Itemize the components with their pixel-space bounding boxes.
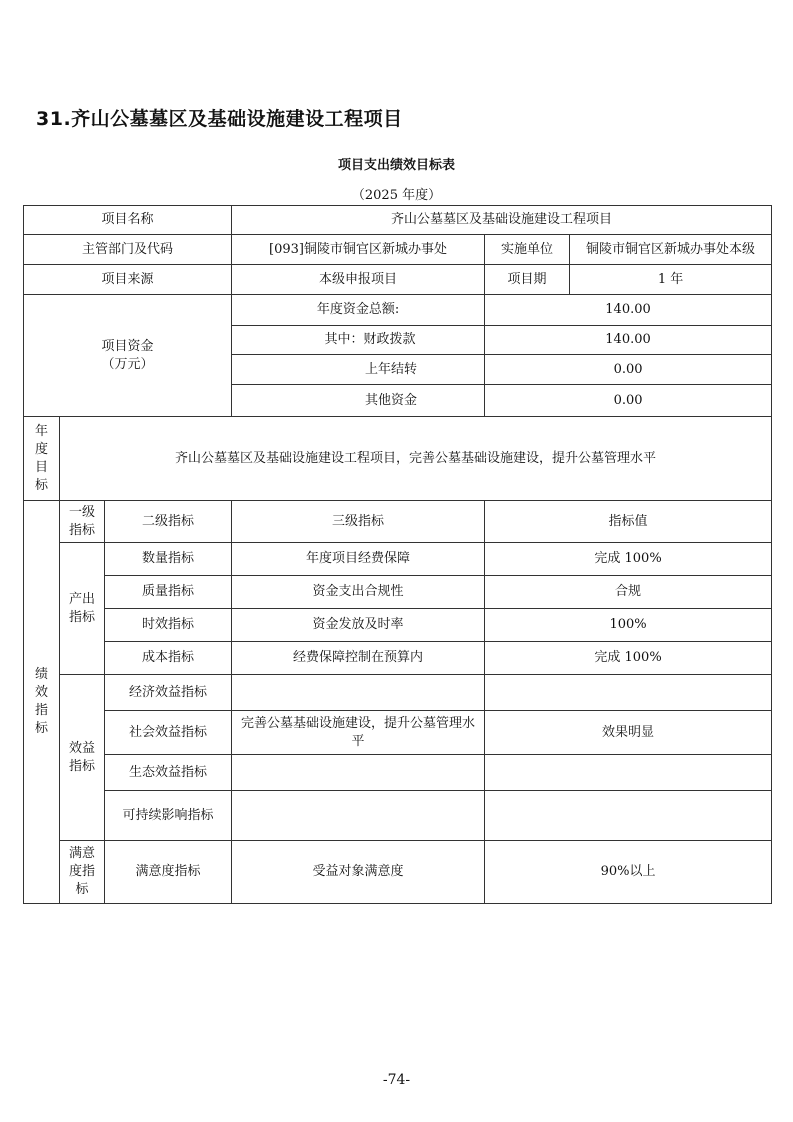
level3-cell: 经费保障控制在预算内 [232, 642, 485, 675]
funds-total-label: 年度资金总额: [232, 295, 485, 326]
level2-cell: 社会效益指标 [105, 711, 232, 755]
value-cell: 完成 100% [485, 543, 772, 576]
value-cell [485, 675, 772, 711]
satisfaction-indicator-label: 满意 度指 标 [60, 841, 105, 904]
source-value: 本级申报项目 [232, 265, 485, 295]
value-cell: 90%以上 [485, 841, 772, 904]
benefit-indicator-label: 效益 指标 [60, 675, 105, 841]
funds-fiscal-label: 其中：财政拨款 [232, 326, 485, 355]
implementing-unit-value: 铜陵市铜官区新城办事处本级 [570, 235, 772, 265]
level3-cell [232, 755, 485, 791]
indicator-header-row [24, 501, 772, 543]
value-header: 指标值 [485, 501, 772, 543]
table-row [24, 675, 772, 711]
performance-table [23, 205, 772, 904]
level3-cell: 完善公墓基础设施建设，提升公墓管理水平 [232, 711, 485, 755]
table-row [24, 576, 772, 609]
page-number: -74- [382, 1072, 411, 1088]
project-name-label: 项目名称 [24, 206, 232, 235]
funds-fiscal-value: 140.00 [485, 326, 772, 355]
funds-other-label: 其他资金 [232, 385, 485, 417]
value-cell: 完成 100% [485, 642, 772, 675]
value-cell: 效果明显 [485, 711, 772, 755]
level1-header: 一级 指标 [60, 501, 105, 543]
level3-cell: 年度项目经费保障 [232, 543, 485, 576]
table-title: 项目支出绩效目标表 [337, 158, 455, 173]
level3-header: 三级指标 [232, 501, 485, 543]
level2-cell: 满意度指标 [105, 841, 232, 904]
period-value: 1 年 [570, 265, 772, 295]
department-value: [093]铜陵市铜官区新城办事处 [232, 235, 485, 265]
level2-cell: 经济效益指标 [105, 675, 232, 711]
funds-other-value: 0.00 [485, 385, 772, 417]
implementing-unit-label: 实施单位 [485, 235, 570, 265]
funds-label [24, 295, 232, 417]
value-cell [485, 791, 772, 841]
project-name-row [24, 206, 772, 235]
table-row [24, 711, 772, 755]
value-cell: 合规 [485, 576, 772, 609]
satisfaction-row [24, 841, 772, 904]
level3-cell: 受益对象满意度 [232, 841, 485, 904]
funds-total-row [24, 295, 772, 326]
table-row [24, 791, 772, 841]
table-row [24, 642, 772, 675]
table-row [24, 543, 772, 576]
source-row [24, 265, 772, 295]
annual-goal-row [24, 417, 772, 501]
project-name-value: 齐山公墓墓区及基础设施建设工程项目 [232, 206, 772, 235]
period-label: 项目期 [485, 265, 570, 295]
level2-cell: 时效指标 [105, 609, 232, 642]
department-label: 主管部门及代码 [24, 235, 232, 265]
level3-cell: 资金发放及时率 [232, 609, 485, 642]
level3-cell [232, 791, 485, 841]
table-row [24, 755, 772, 791]
annual-goal-text: 齐山公墓墓区及基础设施建设工程项目，完善公墓基础设施建设，提升公墓管理水平 [60, 417, 772, 501]
funds-total-value: 140.00 [485, 295, 772, 326]
funds-label-line2: （万元） [101, 356, 154, 372]
source-label: 项目来源 [24, 265, 232, 295]
value-cell [485, 755, 772, 791]
fiscal-year: （2025 年度） [351, 188, 442, 203]
funds-carry-value: 0.00 [485, 355, 772, 385]
page-heading: 31.齐山公墓墓区及基础设施建设工程项目 [36, 108, 403, 130]
table-row [24, 609, 772, 642]
funds-label-line1: 项目资金 [101, 338, 154, 354]
department-row [24, 235, 772, 265]
annual-goal-label: 年 度 目 标 [24, 417, 60, 501]
level3-cell [232, 675, 485, 711]
level2-cell: 可持续影响指标 [105, 791, 232, 841]
performance-indicator-label: 绩 效 指 标 [24, 501, 60, 904]
level2-cell: 成本指标 [105, 642, 232, 675]
level2-cell: 数量指标 [105, 543, 232, 576]
funds-carry-label: 上年结转 [232, 355, 485, 385]
value-cell: 100% [485, 609, 772, 642]
level2-cell: 生态效益指标 [105, 755, 232, 791]
output-indicator-label: 产出 指标 [60, 543, 105, 675]
level2-header: 二级指标 [105, 501, 232, 543]
level2-cell: 质量指标 [105, 576, 232, 609]
level3-cell: 资金支出合规性 [232, 576, 485, 609]
